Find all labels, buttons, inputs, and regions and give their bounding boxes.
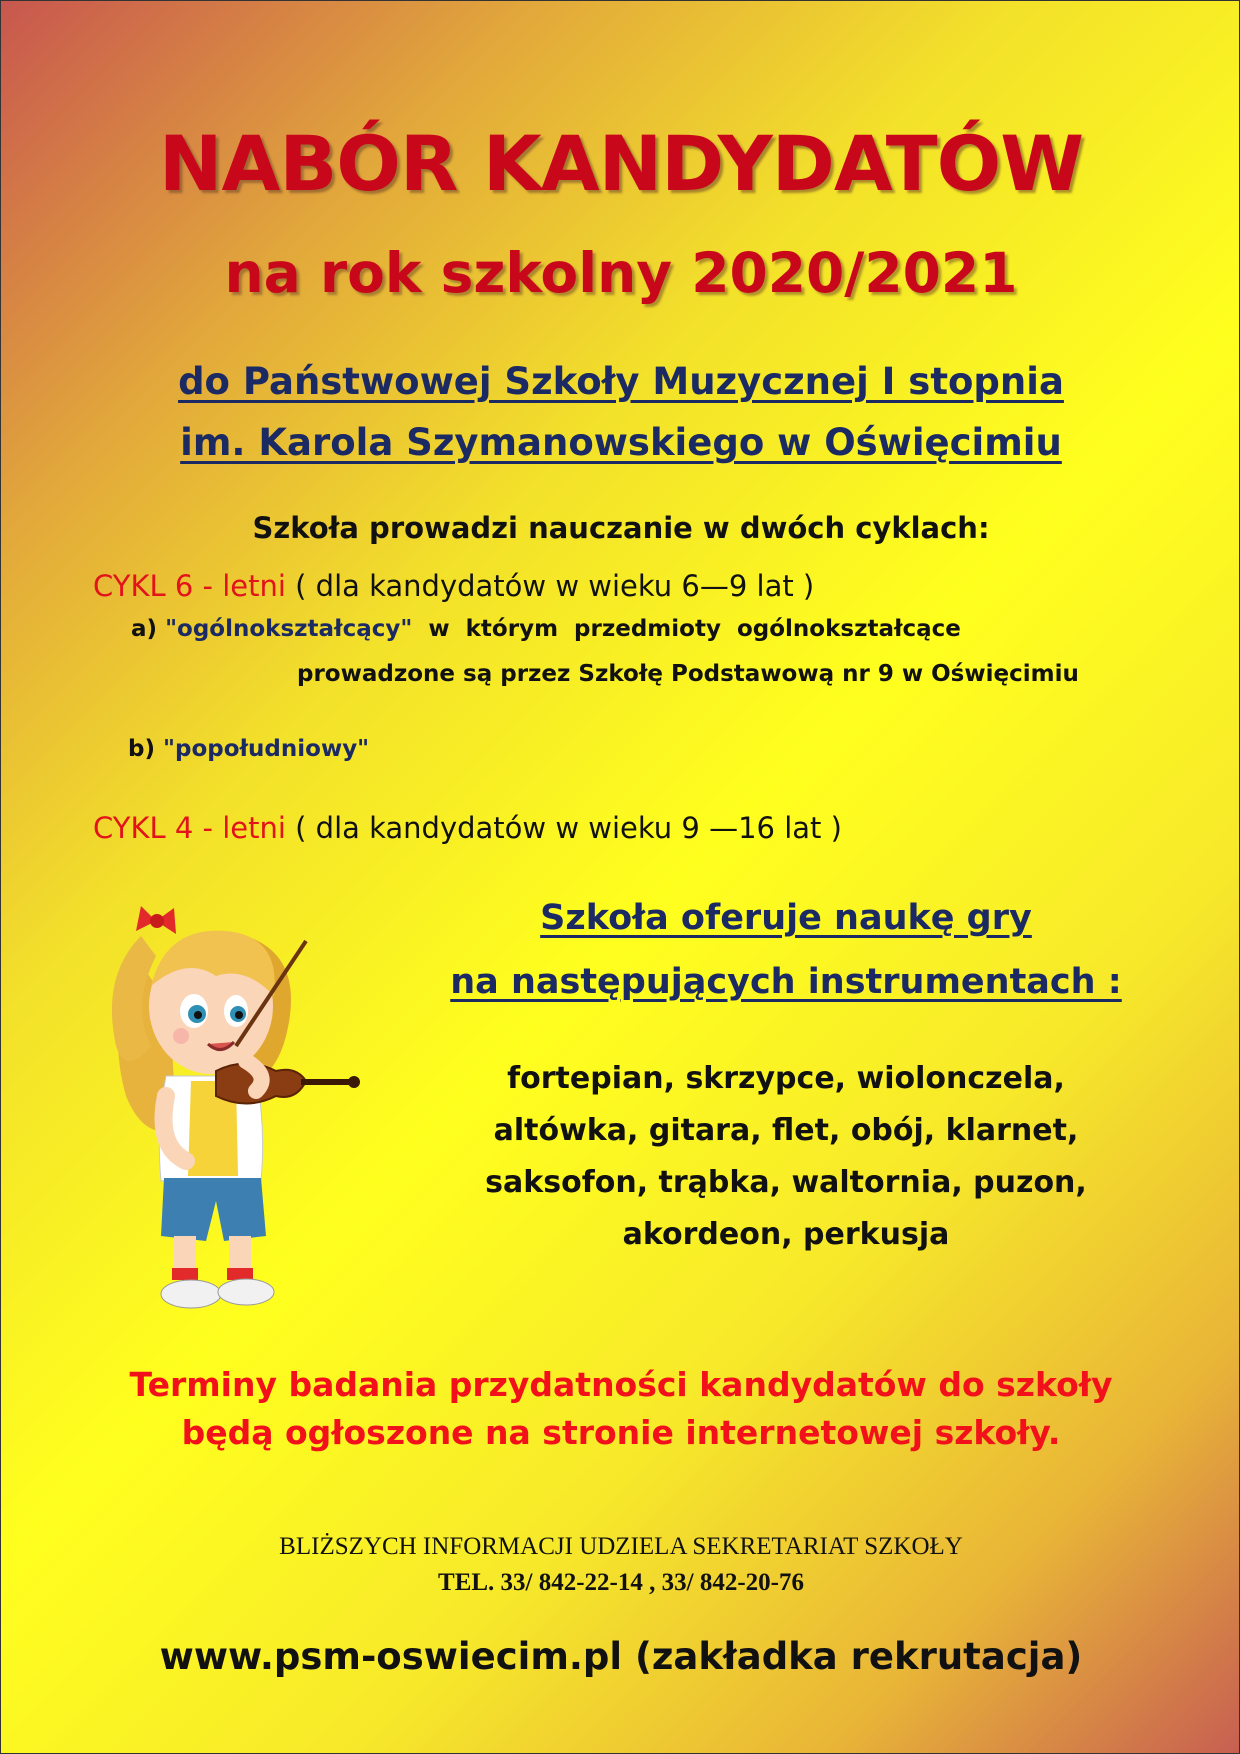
cycle-4 <box>93 811 842 845</box>
contact-info <box>1 1529 1240 1601</box>
instruments-line: saksofon, trąbka, waltornia, puzon, <box>485 1165 1087 1200</box>
school-year-subtitle: na rok szkolny 2020/2021 <box>224 241 1018 305</box>
website-link[interactable]: www.psm-oswiecim.pl (zakładka rekrutacja) <box>159 1635 1083 1678</box>
terms-line-2: będą ogłoszone na stronie internetowej szkoły. <box>181 1413 1061 1452</box>
instruments-list <box>441 1053 1131 1261</box>
offer-line-1: Szkoła oferuje naukę gry <box>540 898 1032 938</box>
cycles-intro: Szkoła prowadzi nauczanie w dwóch cyklach: <box>252 511 990 545</box>
option-b-name: "popołudniowy" <box>163 736 370 762</box>
instruments-line: akordeon, perkusja <box>622 1217 950 1252</box>
cycle-4-desc: ( dla kandydatów w wieku 9 —16 lat ) <box>285 811 842 845</box>
cycle-6-name: CYKL 6 - letni <box>93 569 286 603</box>
cycle-4-name: CYKL 4 - letni <box>93 811 286 845</box>
cycle-6-option-b <box>128 736 369 762</box>
option-a-desc-2: prowadzone są przez Szkołę Podstawową nr 9 w Oświęcimiu <box>297 661 1079 687</box>
cycle-6-desc: ( dla kandydatów w wieku 6—9 lat ) <box>285 569 815 603</box>
cycle-6-option-a <box>131 616 961 642</box>
offer-line-2: na następujących instrumentach : <box>450 962 1122 1002</box>
terms-line-1: Terminy badania przydatności kandydatów do szkoły <box>129 1365 1113 1404</box>
option-b-marker: b) <box>128 736 155 762</box>
info-line: BLIŻSZYCH INFORMACJI UDZIELA SEKRETARIAT SZKOŁY <box>279 1533 963 1560</box>
terms-notice <box>1 1361 1240 1457</box>
girl-playing-violin-icon <box>96 896 396 1316</box>
instruments-line: fortepian, skrzypce, wiolonczela, <box>507 1061 1065 1096</box>
option-a-desc: w którym przedmioty ogólnokształcące <box>412 616 961 642</box>
cycle-6 <box>93 569 814 603</box>
school-name-line-2: im. Karola Szymanowskiego w Oświęcimiu <box>180 421 1062 464</box>
option-a-name: "ogólnokształcący" <box>165 616 413 642</box>
page-title: NABÓR KANDYDATÓW <box>158 119 1084 208</box>
instruments-line: altówka, gitara, flet, obój, klarnet, <box>493 1113 1079 1148</box>
option-a-marker: a) <box>131 616 158 642</box>
school-name-line-1: do Państwowej Szkoły Muzycznej I stopnia <box>178 360 1064 403</box>
school-name <box>1 351 1240 473</box>
phone-numbers: TEL. 33/ 842-22-14 , 33/ 842-20-76 <box>438 1569 804 1596</box>
